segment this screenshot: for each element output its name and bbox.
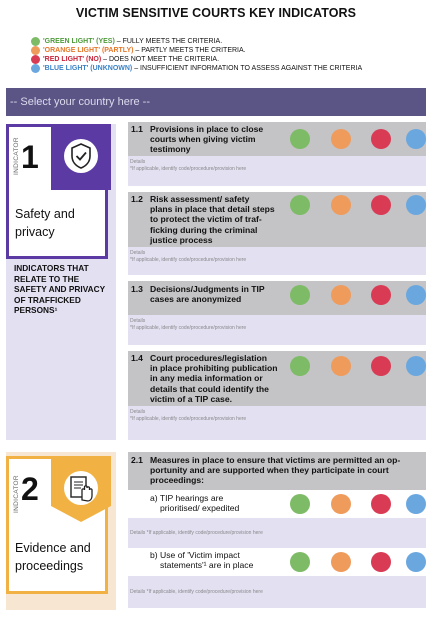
criterion-number: 1.2: [131, 194, 143, 204]
details-label: Details *If applicable, identify code/procedure/provision here: [130, 530, 263, 536]
indicator-label-line2: proceedings: [15, 559, 84, 573]
legend-desc: – FULLY MEETS THE CRITERIA.: [114, 38, 223, 45]
rating-blue-button[interactable]: [406, 494, 426, 514]
rating-orange-button[interactable]: [331, 552, 351, 572]
rating-green-button[interactable]: [290, 552, 310, 572]
legend-desc: – DOES NOT MEET THE CRITERIA.: [101, 56, 220, 63]
legend-desc: – PARTLY MEETS THE CRITERIA.: [133, 47, 246, 54]
red-light-icon: [31, 55, 40, 64]
blue-light-icon: [31, 64, 40, 73]
legend-item-green: [43, 37, 222, 46]
country-select[interactable]: -- Select your country here --: [6, 88, 426, 116]
criterion-text: Risk assessment/ safety plans in place that detail steps to protect the victim of traf- ficking during the criminal justice process: [150, 194, 275, 245]
indicator-vertical-label: INDICATOR: [13, 475, 20, 513]
legend-desc: – INSUFFICIENT INFORMATION TO ASSESS AGAINST THE CRITERIA: [132, 65, 363, 72]
rating-orange-button[interactable]: [331, 285, 351, 305]
details-label: Details *If applicable, identify code/procedure/provision here: [130, 318, 247, 331]
indicator-label-line1: Safety and: [15, 207, 75, 221]
rating-red-button[interactable]: [371, 129, 391, 149]
legend-item-red: [43, 55, 219, 64]
rating-blue-button[interactable]: [406, 129, 426, 149]
rating-blue-button[interactable]: [406, 356, 426, 376]
indicator-note: INDICATORS THAT RELATE TO THE SAFETY AND PRIVACY OF TRAFFICKED PERSONS¹: [14, 263, 105, 315]
orange-light-icon: [31, 46, 40, 55]
sub-criterion-text: b) Use of 'Victim impact statements'¹ are in place: [150, 550, 254, 571]
indicator-number: 2: [21, 471, 39, 507]
shield-check-icon: [51, 124, 111, 190]
rating-red-button[interactable]: [371, 494, 391, 514]
rating-green-button[interactable]: [290, 195, 310, 215]
indicator-label-line2: privacy: [15, 225, 55, 239]
criterion-text: Decisions/Judgments in TIP cases are anonymized: [150, 284, 265, 305]
rating-orange-button[interactable]: [331, 356, 351, 376]
indicator-vertical-label: INDICATOR: [13, 137, 20, 175]
rating-red-button[interactable]: [371, 195, 391, 215]
rating-green-button[interactable]: [290, 494, 310, 514]
rating-orange-button[interactable]: [331, 129, 351, 149]
rating-red-button[interactable]: [371, 552, 391, 572]
indicator-1-box: [6, 124, 108, 259]
rating-orange-button[interactable]: [331, 195, 351, 215]
criterion-number: 1.1: [131, 124, 143, 134]
rating-blue-button[interactable]: [406, 285, 426, 305]
indicator-2-banner: [51, 456, 111, 522]
details-label: Details *If applicable, identify code/procedure/provision here: [130, 409, 247, 422]
rating-orange-button[interactable]: [331, 494, 351, 514]
legend-label: 'RED LIGHT' (NO): [43, 56, 102, 63]
criterion-text: Provisions in place to close courts when giving victim testimony: [150, 124, 264, 155]
indicator-label-line1: Evidence and: [15, 541, 91, 555]
criterion-number: 1.4: [131, 353, 143, 363]
legend-label: 'ORANGE LIGHT' (PARTLY): [43, 47, 134, 54]
criterion-text: Measures in place to ensure that victims are permitted an op- portunity and are supported when they participate in court proceedings:: [150, 455, 401, 486]
rating-green-button[interactable]: [290, 356, 310, 376]
legend-label: 'BLUE LIGHT' (UNKNOWN): [43, 65, 133, 72]
green-light-icon: [31, 37, 40, 46]
document-hand-icon: [51, 456, 111, 522]
details-label: Details *If applicable, identify code/procedure/provision here: [130, 159, 247, 172]
details-label: Details *If applicable, identify code/procedure/provision here: [130, 250, 247, 263]
rating-green-button[interactable]: [290, 129, 310, 149]
indicator-1-banner: [51, 124, 111, 190]
indicator-2-box: [6, 456, 108, 594]
rating-red-button[interactable]: [371, 285, 391, 305]
legend-item-blue: [43, 64, 362, 73]
legend-label: 'GREEN LIGHT' (YES): [43, 38, 115, 45]
page-title: VICTIM SENSITIVE COURTS KEY INDICATORS: [75, 6, 357, 20]
criterion-number: 2.1: [131, 455, 143, 465]
sub-criterion-text: a) TIP hearings are prioritised/ expedited: [150, 493, 240, 514]
criterion-number: 1.3: [131, 284, 143, 294]
criterion-text: Court procedures/legislation in place prohibiting publication in any media information or details that could identify the victim of a TIP case.: [150, 353, 278, 404]
details-label: Details *If applicable, identify code/procedure/provision here: [130, 589, 263, 595]
rating-blue-button[interactable]: [406, 552, 426, 572]
indicator-number: 1: [21, 139, 39, 175]
rating-blue-button[interactable]: [406, 195, 426, 215]
legend-item-orange: [43, 46, 246, 55]
rating-green-button[interactable]: [290, 285, 310, 305]
rating-red-button[interactable]: [371, 356, 391, 376]
